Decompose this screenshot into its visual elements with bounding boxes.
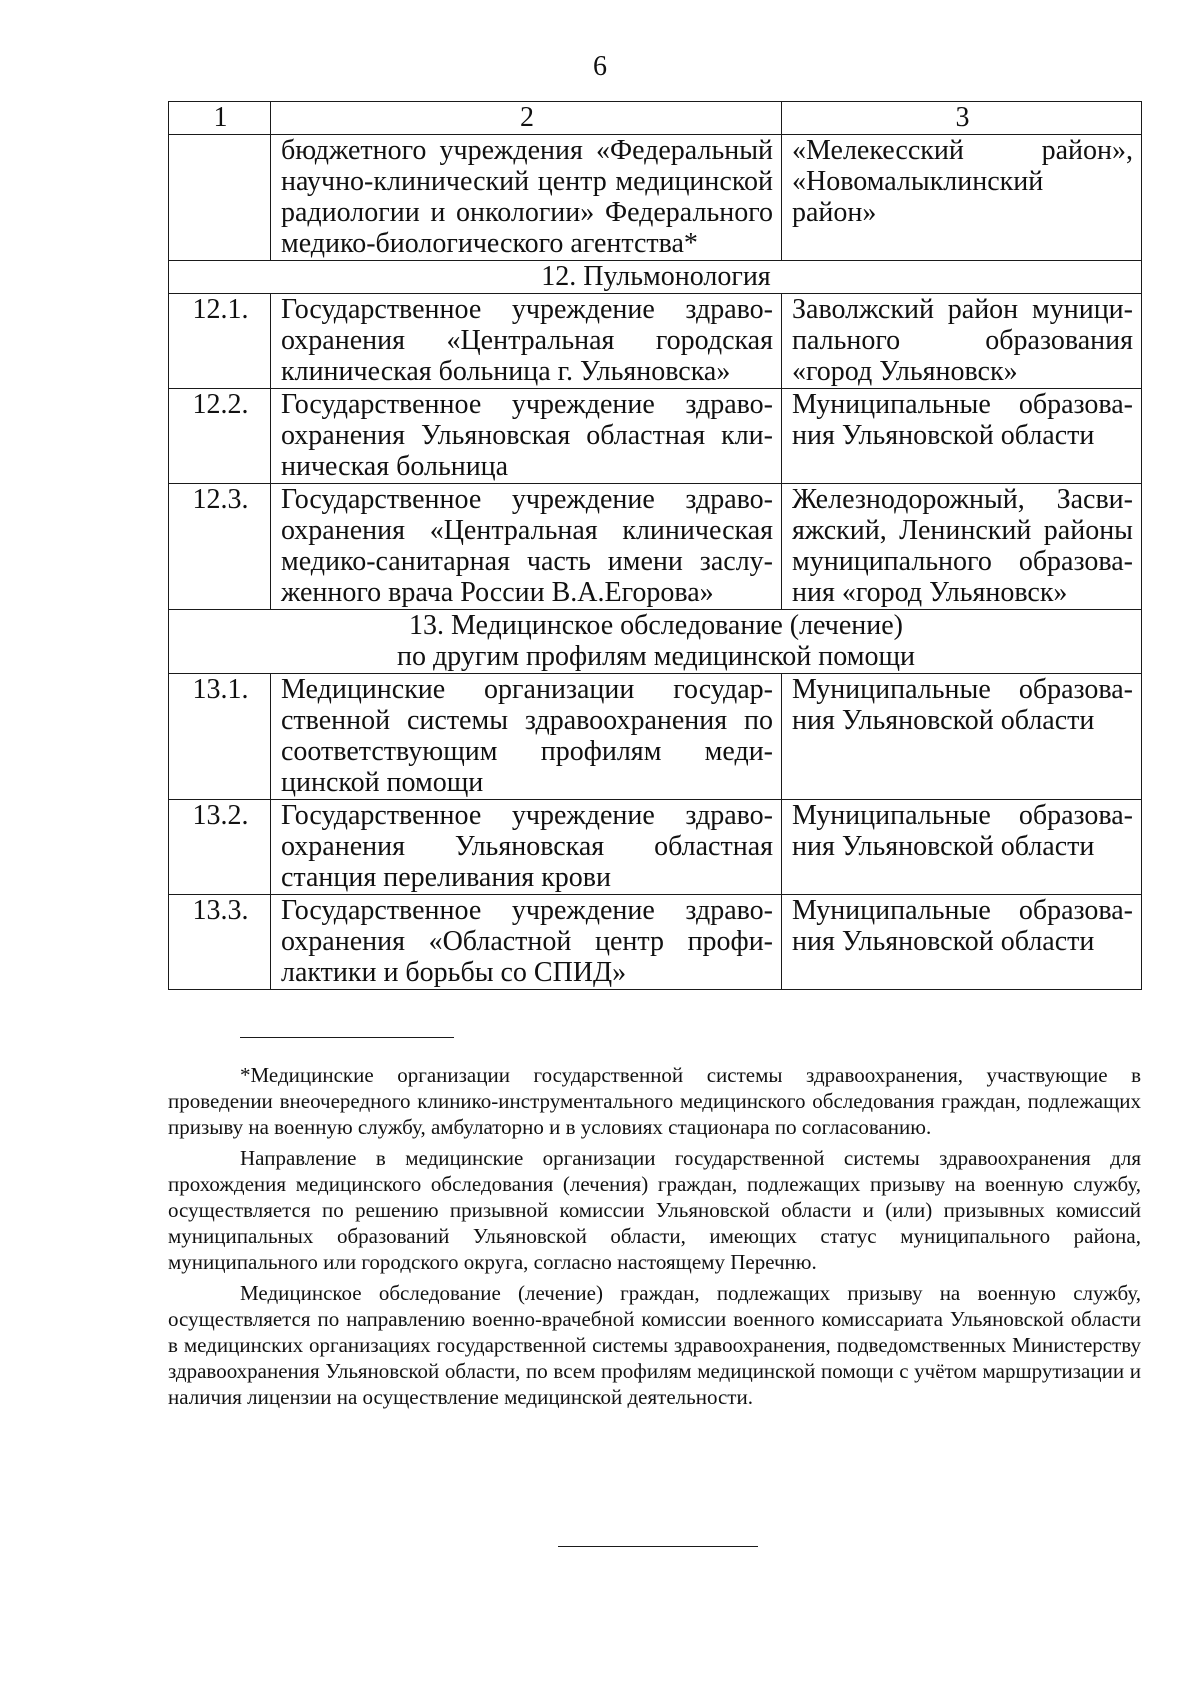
table-row-12-1 [169, 294, 1142, 389]
territory-cell: Муниципальные образова-ния Ульяновской области [782, 389, 1142, 484]
notes-block [168, 1062, 1141, 1415]
organization-cell: Государственное учреждение здраво-охранения Ульяновская областная кли-ническая больница [271, 389, 782, 484]
row-number: 12.2. [169, 389, 271, 484]
territory-cell: «Мелекесский район», «Новомалыклинский район» [782, 135, 1142, 261]
page-number: 6 [593, 51, 607, 82]
note-paragraph-1: Направление в медицинские организации государственной системы здравоохранения для прохождения медицинского обследования (лечения) граждан, подлежащих призыву на военную службу, осуществляется по решению призывной комиссии Ульяновской области и (или) призывных комиссий муниципальных образований Ульяновской области, имеющих статус муниципального района, муниципального или городского округа, согласно настоящему Перечню. [168, 1146, 1141, 1274]
section-title: 12. Пульмонология [169, 261, 1142, 294]
footnote-text: *Медицинские организации государственной системы здравоохранения, участвующие в проведении внеочередного клинико-инструментального медицинского обследования граждан, подлежащих призыву на военную службу, амбулаторно и в условиях стационара по согласованию. [168, 1063, 1141, 1139]
header-col-3: 3 [782, 102, 1142, 135]
section-title [169, 610, 1142, 674]
row-number: 13.3. [169, 895, 271, 990]
table-row-13-1 [169, 674, 1142, 800]
section-title-line-2: по другим профилям медицинской помощи [397, 641, 915, 672]
organization-cell: бюджетного учреждения «Федеральный научно-клинический центр медицинской радиологии и онкологии» Федерального медико-биологического агентства* [271, 135, 782, 261]
section-12-header [169, 261, 1142, 294]
table-row-12-2 [169, 389, 1142, 484]
table-header-row [169, 102, 1142, 135]
territory-cell: Железнодорожный, Засви-яжский, Ленинский районы муниципального образова-ния «город Ульяновск» [782, 484, 1142, 610]
row-number: 12.1. [169, 294, 271, 389]
header-col-2: 2 [271, 102, 782, 135]
header-col-1: 1 [169, 102, 271, 135]
table-row-continuation [169, 135, 1142, 261]
row-number [169, 135, 271, 261]
table-row-13-3 [169, 895, 1142, 990]
end-of-document-rule [558, 1546, 758, 1547]
territory-cell: Муниципальные образова-ния Ульяновской области [782, 895, 1142, 990]
territory-cell: Заволжский район муници-пального образования «город Ульяновск» [782, 294, 1142, 389]
note-paragraph-2: Медицинское обследование (лечение) граждан, подлежащих призыву на военную службу, осуществляется по направлению военно-врачебной комиссии военного комиссариата Ульяновской области в медицинских организациях государственной системы здравоохранения, подведомственных Министерству здравоохранения Ульяновской области, по всем профилям медицинской помощи с учётом маршрутизации и наличия лицензии на осуществление медицинской деятельности. [168, 1281, 1141, 1409]
section-13-header [169, 610, 1142, 674]
organization-cell: Государственное учреждение здраво-охранения «Центральная клиническая медико-санитарная часть имени заслу-женного врача России В.А.Егорова» [271, 484, 782, 610]
territory-cell: Муниципальные образова-ния Ульяновской области [782, 800, 1142, 895]
table-row-13-2 [169, 800, 1142, 895]
organization-cell: Государственное учреждение здраво-охранения «Областной центр профи-лактики и борьбы со СПИД» [271, 895, 782, 990]
row-number: 13.2. [169, 800, 271, 895]
row-number: 12.3. [169, 484, 271, 610]
territory-cell: Муниципальные образова-ния Ульяновской области [782, 674, 1142, 800]
routing-table [168, 101, 1142, 990]
organization-cell: Государственное учреждение здраво-охранения Ульяновская областная станция переливания крови [271, 800, 782, 895]
table-row-12-3 [169, 484, 1142, 610]
row-number: 13.1. [169, 674, 271, 800]
section-title-line-1: 13. Медицинское обследование (лечение) [408, 610, 904, 641]
organization-cell: Медицинские организации государ-ственной системы здравоохранения по соответствующим профилям меди-цинской помощи [271, 674, 782, 800]
organization-cell: Государственное учреждение здраво-охранения «Центральная городская клиническая больница г. Ульяновска» [271, 294, 782, 389]
footnote-divider [240, 1037, 454, 1038]
